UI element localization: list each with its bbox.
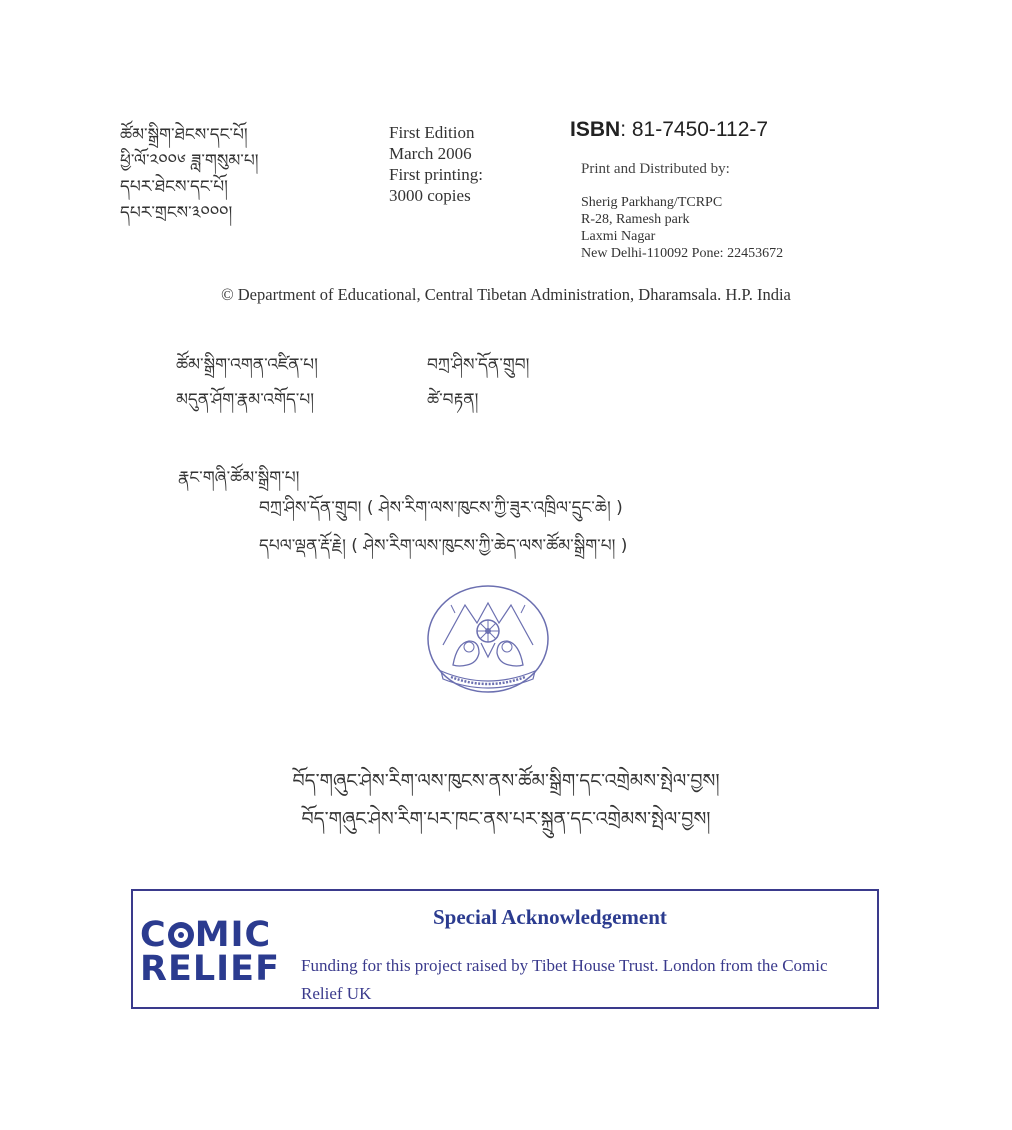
tibetan-line: དཔར་གྲངས་༣༠༠༠། bbox=[120, 203, 233, 223]
copyright-notice: © Department of Educational, Central Tibetan Administration, Dharamsala. H.P. India bbox=[221, 285, 791, 304]
edition-info bbox=[389, 122, 483, 206]
printer-line: བོད་གཞུང་ཤེས་རིག་པར་ཁང་ནས་པར་སྐྲུན་དང་འགྲེམས་སྤེལ་བྱས། bbox=[301, 808, 711, 830]
printing-label: First printing: bbox=[389, 165, 483, 184]
edition-date: March 2006 bbox=[389, 144, 472, 163]
credit-role-cover: མདུན་ཤོག་རྣམ་འགོད་པ། bbox=[176, 390, 315, 410]
printing-copies: 3000 copies bbox=[389, 186, 471, 205]
publisher-line: བོད་གཞུང་ཤེས་རིག་ལས་ཁུངས་ནས་ཚོམ་སྒྲིག་དང་འགྲེམས་སྤེལ་བྱས། bbox=[292, 770, 720, 792]
logo-line-bottom: RELIEF bbox=[140, 949, 281, 989]
acknowledgement-text: Funding for this project raised by Tibet House Trust. London from the Comic Relief UK bbox=[301, 956, 828, 1003]
credit-role-editor: ཚོམ་སྒྲིག་འགན་འཛིན་པ། bbox=[176, 355, 318, 375]
edition-line: First Edition bbox=[389, 123, 475, 142]
isbn-value: : 81-7450-112-7 bbox=[620, 118, 769, 141]
story-heading: རྣང་གཞི་ཚོམ་སྒྲིག་པ། bbox=[178, 468, 300, 488]
isbn-label: ISBN bbox=[570, 118, 621, 141]
logo-line-top bbox=[140, 915, 275, 955]
comic-relief-logo bbox=[140, 915, 281, 989]
emblem-seal-icon bbox=[425, 583, 551, 695]
distribution-heading: Print and Distributed by: bbox=[581, 161, 730, 177]
address-line: Sherig Parkhang/TCRPC bbox=[581, 195, 723, 210]
address-line: New Delhi-110092 Pone: 22453672 bbox=[581, 246, 784, 261]
address-line: R-28, Ramesh park bbox=[581, 212, 690, 227]
tibetan-line: དཔར་ཐེངས་དང་པོ། bbox=[120, 177, 228, 197]
credit-name-cover: ཚེ་བརྟན། bbox=[427, 390, 479, 410]
address-line: Laxmi Nagar bbox=[581, 229, 656, 244]
tibetan-line: ཚོམ་སྒྲིག་ཐེངས་དང་པོ། bbox=[120, 125, 248, 145]
red-nose-icon bbox=[168, 922, 194, 948]
isbn bbox=[570, 118, 768, 142]
publication-details-tibetan bbox=[120, 122, 259, 226]
logo-letter-c: C bbox=[140, 915, 167, 955]
logo-letters-mic: MIC bbox=[194, 915, 272, 955]
tibetan-line: ཕྱི་ལོ་༢༠༠༦ ཟླ་གསུམ་པ། bbox=[120, 151, 259, 171]
acknowledgement-title: Special Acknowledgement bbox=[433, 905, 667, 929]
story-credit-line: བཀྲ་ཤིས་དོན་གྲུབ། ( ཤེས་རིག་ལས་ཁུངས་ཀྱི་ཟུར་འཁྲིལ་དྲུང་ཆེ། ) bbox=[259, 498, 623, 518]
credit-name-editor: བཀྲ་ཤིས་དོན་གྲུབ། bbox=[427, 355, 530, 375]
distributor-address bbox=[581, 194, 783, 262]
story-credit-line: དཔལ་ལྡན་རྡོ་རྗེ། ( ཤེས་རིག་ལས་ཁུངས་ཀྱི་ཆེད་ལས་ཚོམ་སྒྲིག་པ། ) bbox=[259, 536, 628, 556]
